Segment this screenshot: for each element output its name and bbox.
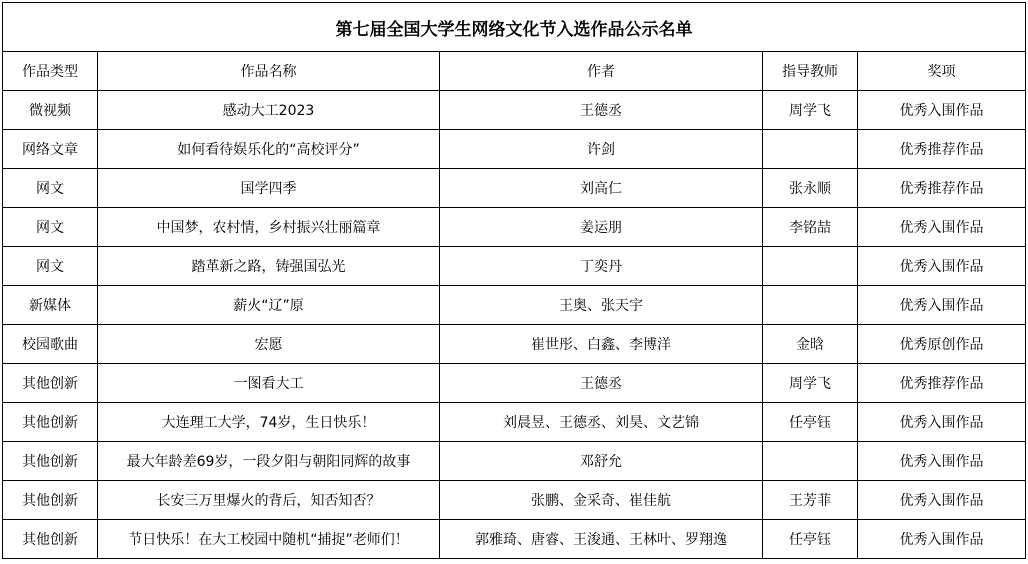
cell-award: 优秀推荐作品	[858, 364, 1026, 403]
cell-award: 优秀推荐作品	[858, 169, 1026, 208]
table-row	[3, 91, 1026, 130]
cell-work-name: 长安三万里爆火的背后，知否知否？	[98, 481, 440, 520]
cell-advisor: 李铭喆	[763, 208, 858, 247]
cell-author: 王德丞	[440, 91, 763, 130]
cell-work-type: 新媒体	[3, 286, 98, 325]
table-row	[3, 208, 1026, 247]
cell-work-type: 网文	[3, 208, 98, 247]
table-title: 第七届全国大学生网络文化节入选作品公示名单	[3, 3, 1026, 52]
cell-author: 张鹏、金采奇、崔佳航	[440, 481, 763, 520]
cell-award: 优秀入围作品	[858, 91, 1026, 130]
cell-work-type: 其他创新	[3, 364, 98, 403]
cell-award: 优秀入围作品	[858, 208, 1026, 247]
header-work-type: 作品类型	[3, 52, 98, 91]
cell-author: 刘高仁	[440, 169, 763, 208]
cell-work-name: 感动大工2023	[98, 91, 440, 130]
table-row	[3, 247, 1026, 286]
table-row	[3, 286, 1026, 325]
cell-work-name: 国学四季	[98, 169, 440, 208]
header-author: 作者	[440, 52, 763, 91]
cell-work-name: 薪火“辽”原	[98, 286, 440, 325]
header-work-name: 作品名称	[98, 52, 440, 91]
cell-advisor	[763, 247, 858, 286]
cell-author: 郭雅琦、唐睿、王浚通、王林叶、罗翔逸	[440, 520, 763, 559]
cell-advisor	[763, 286, 858, 325]
cell-award: 优秀入围作品	[858, 481, 1026, 520]
cell-advisor: 周学飞	[763, 364, 858, 403]
cell-work-name: 宏愿	[98, 325, 440, 364]
title-row	[3, 3, 1026, 52]
table-row	[3, 169, 1026, 208]
cell-work-type: 其他创新	[3, 481, 98, 520]
cell-work-type: 网络文章	[3, 130, 98, 169]
cell-work-type: 其他创新	[3, 442, 98, 481]
table-row	[3, 403, 1026, 442]
cell-work-type: 网文	[3, 247, 98, 286]
cell-advisor: 张永顺	[763, 169, 858, 208]
cell-award: 优秀推荐作品	[858, 130, 1026, 169]
cell-work-name: 节日快乐！在大工校园中随机“捕捉”老师们！	[98, 520, 440, 559]
cell-advisor: 周学飞	[763, 91, 858, 130]
cell-advisor: 金晗	[763, 325, 858, 364]
cell-award: 优秀入围作品	[858, 442, 1026, 481]
award-list-table	[2, 2, 1026, 559]
cell-award: 优秀入围作品	[858, 520, 1026, 559]
cell-author: 王德丞	[440, 364, 763, 403]
cell-work-name: 一图看大工	[98, 364, 440, 403]
cell-work-name: 踏革新之路，铸强国弘光	[98, 247, 440, 286]
cell-work-type: 网文	[3, 169, 98, 208]
cell-award: 优秀原创作品	[858, 325, 1026, 364]
cell-author: 刘晨昱、王德丞、刘昊、文艺锦	[440, 403, 763, 442]
table-row	[3, 520, 1026, 559]
spreadsheet	[2, 2, 1025, 562]
header-row	[3, 52, 1026, 91]
cell-author: 邓舒允	[440, 442, 763, 481]
table-row	[3, 325, 1026, 364]
cell-work-name: 最大年龄差69岁，一段夕阳与朝阳同辉的故事	[98, 442, 440, 481]
cell-work-type: 微视频	[3, 91, 98, 130]
cell-advisor: 王芳菲	[763, 481, 858, 520]
cell-advisor: 任亭钰	[763, 403, 858, 442]
cell-advisor	[763, 130, 858, 169]
cell-advisor: 任亭钰	[763, 520, 858, 559]
header-award: 奖项	[858, 52, 1026, 91]
cell-author: 丁奕丹	[440, 247, 763, 286]
cell-author: 崔世彤、白鑫、李博洋	[440, 325, 763, 364]
cell-work-type: 校园歌曲	[3, 325, 98, 364]
cell-author: 许剑	[440, 130, 763, 169]
cell-work-type: 其他创新	[3, 403, 98, 442]
cell-work-name: 中国梦，农村情，乡村振兴壮丽篇章	[98, 208, 440, 247]
table-row	[3, 442, 1026, 481]
cell-author: 姜运朋	[440, 208, 763, 247]
table-row	[3, 364, 1026, 403]
cell-award: 优秀入围作品	[858, 286, 1026, 325]
cell-author: 王奥、张天宇	[440, 286, 763, 325]
table-row	[3, 130, 1026, 169]
cell-advisor	[763, 442, 858, 481]
cell-work-type: 其他创新	[3, 520, 98, 559]
cell-work-name: 如何看待娱乐化的“高校评分”	[98, 130, 440, 169]
cell-award: 优秀入围作品	[858, 403, 1026, 442]
cell-award: 优秀入围作品	[858, 247, 1026, 286]
table-row	[3, 481, 1026, 520]
cell-work-name: 大连理工大学，74岁，生日快乐！	[98, 403, 440, 442]
header-advisor: 指导教师	[763, 52, 858, 91]
